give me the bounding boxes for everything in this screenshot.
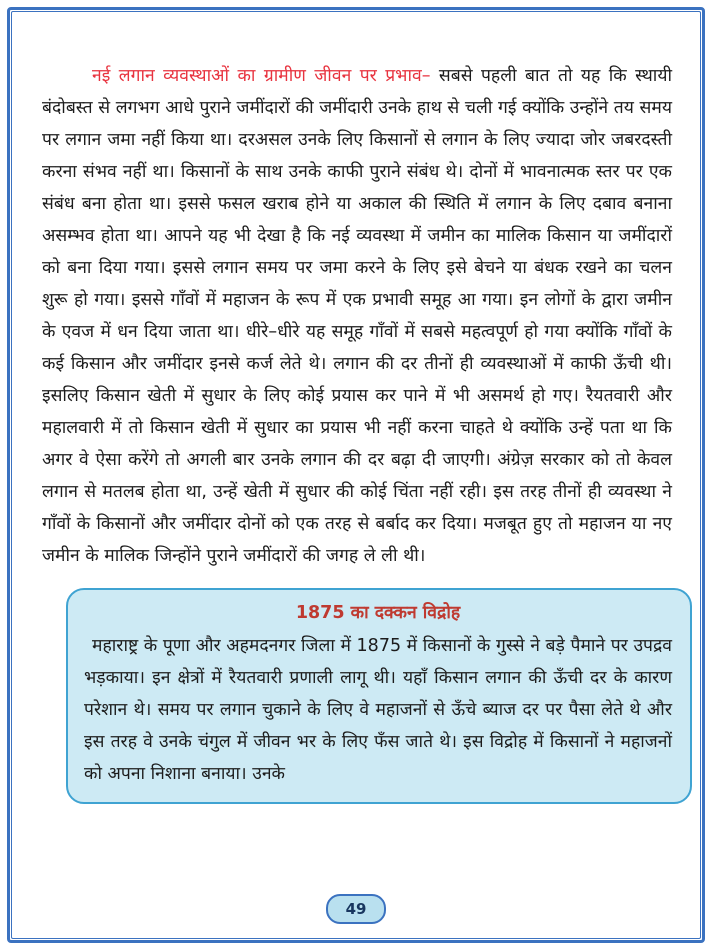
box-title: 1875 का दक्कन विद्रोह — [295, 603, 461, 623]
main-paragraph — [42, 60, 672, 572]
page-number: 49 — [345, 900, 367, 918]
page-content — [42, 60, 672, 804]
box-body-text: महाराष्ट्र के पूणा और अहमदनगर जिला में 1875 में किसानों के गुस्से ने बड़े पैमाने पर उपद्रव भड़काया। इन क्षेत्रों में रैयतवारी प्रणाली लागू थी। यहाँ किसान लगान की ऊँची दर के कारण परेशान थे। समय पर लगान चुकाने के लिए वे महाजनों से ऊँचे ब्याज दर पर पैसा लेते थे और इस तरह वे उनके चंगुल में जीवन भर के लिए फँस जाते थे। इस विद्रोह में किसानों ने महाजनों को अपना निशाना बनाया। उनके — [84, 636, 672, 784]
page-number-badge — [326, 894, 386, 924]
deccan-revolt-box — [66, 588, 692, 804]
section-body-text: सबसे पहली बात तो यह कि स्थायी बंदोबस्त से लगभग आधे पुराने जमींदारों की जमींदारी उनके हाथ से चली गई क्योंकि उन्होंने तय समय पर लगान जमा नहीं किया था। दरअसल उनके लिए किसानों से लगान के लिए ज्यादा जोर जबरदस्ती करना संभव नहीं था। किसानों के साथ उनके काफी पुराने संबंध थे। दोनों में भावनात्मक स्तर पर एक संबंध बना होता था। इससे फसल खराब होने या अकाल की स्थिति में लगान के लिए दबाव बनाना असम्भव होता था। आपने यह भी देखा है कि नई व्यवस्था में जमीन का मालिक किसान या जमींदारों को बना दिया गया। इससे लगान समय पर जमा करने के लिए इसे बेचने या बंधक रखने का चलन शुरू हो गया। इससे गाँवों में महाजन के रूप में एक प्रभावी समूह आ गया। इन लोगों के द्वारा जमीन के एवज में धन दिया जाता था। धीरे–धीरे यह समूह गाँवों में सबसे महत्वपूर्ण हो गया क्योंकि गाँवों के कई किसान और जमींदार इनसे कर्ज लेते थे। लगान की दर तीनों ही व्यवस्थाओं में काफी ऊँची थी। इसलिए किसान खेती में सुधार के लिए कोई प्रयास कर पाने में भी असमर्थ हो गए। रैयतवारी और महालवारी में तो किसान खेती में सुधार का प्रयास भी नहीं करना चाहते थे क्योंकि उन्हें पता था कि अगर वे ऐसा करेंगे तो अगली बार उनके लगान की दर बढ़ा दी जाएगी। अंग्रेज़ सरकार को तो केवल लगान से मतलब होता था, उन्हें खेती में सुधार की कोई चिंता नहीं रही। इस तरह तीनों ही व्यवस्था ने गाँवों के किसानों और जमींदार दोनों को एक तरह से बर्बाद कर दिया। मजबूत हुए तो महाजन या नए जमीन के मालिक जिन्होंने पुराने जमींदारों की जगह ले ली थी। — [42, 66, 673, 566]
section-heading: नई लगान व्यवस्थाओं का ग्रामीण जीवन पर प्रभाव– — [92, 66, 431, 86]
